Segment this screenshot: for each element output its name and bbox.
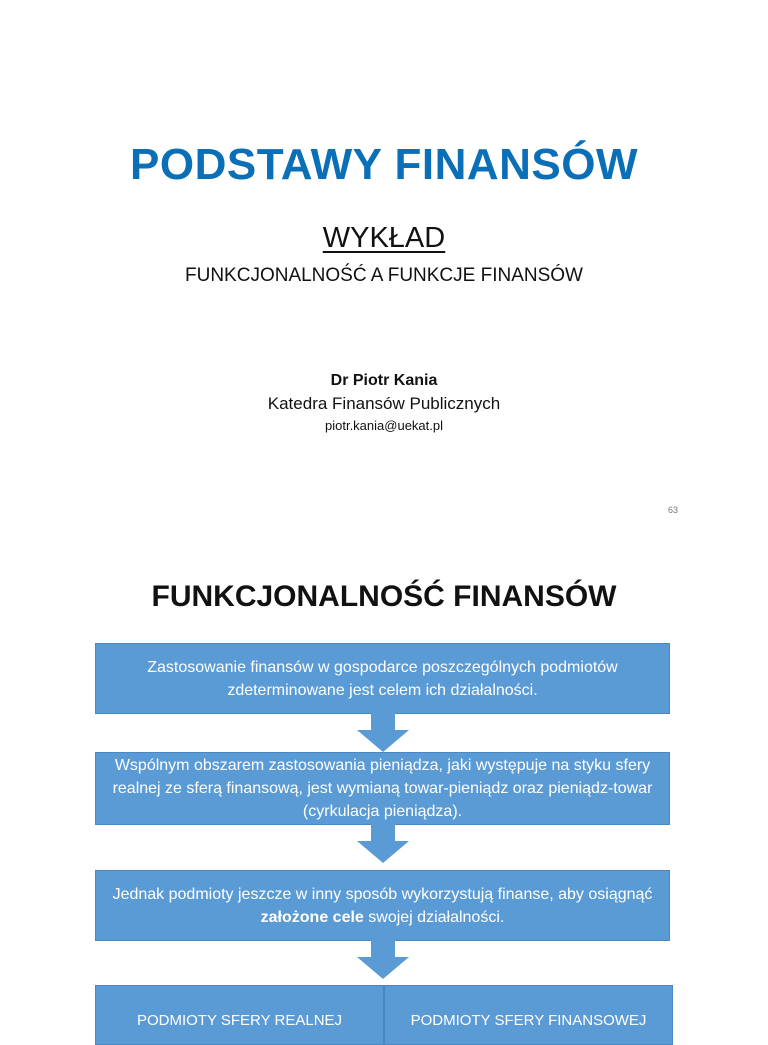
lecture-topic: FUNKCJONALNOŚĆ A FUNKCJE FINANSÓW [185, 265, 583, 286]
author-email: piotr.kania@uekat.pl [325, 418, 443, 433]
course-title: PODSTAWY FINANSÓW [130, 140, 638, 189]
financial-sphere-box: PODMIOTY SFERY FINANSOWEJ [384, 985, 673, 1045]
flow-box-3-text-end: swojej działalności. [363, 908, 505, 926]
lecture-label: WYKŁAD [322, 222, 446, 254]
down-arrow-icon [357, 939, 409, 979]
flow-box-2-text: Wspólnym obszarem zastosowania pieniądza, jaki występuje na styku sfery realnej ze sferą finansową, jest wymianą towar-pieniądz oraz pieniądz-towar (cyrkulacja pieniądza). [112, 757, 653, 820]
page-number: 63 [667, 505, 678, 515]
flow-box-1 [95, 643, 670, 714]
flow-box-1-text: Zastosowanie finansów w gospodarce poszczególnych podmiotów zdeterminowane jest celem ich działalności. [147, 658, 618, 699]
slide-title: FUNKCJONALNOŚĆ FINANSÓW [151, 580, 617, 613]
down-arrow-icon [357, 823, 409, 863]
flow-box-3-text-start: Jednak podmioty jeszcze w inny sposób wykorzystują finanse, aby osiągnąć [112, 885, 653, 903]
flow-box-3-text [106, 883, 659, 929]
flow-box-2 [95, 752, 670, 825]
real-sphere-box: PODMIOTY SFERY REALNEJ [95, 985, 384, 1045]
flow-box-3 [95, 870, 670, 941]
author-name: Dr Piotr Kania [330, 372, 438, 389]
flow-box-3-emphasis: założone cele [260, 908, 364, 926]
content-slide [0, 530, 768, 1029]
down-arrow-icon [357, 712, 409, 752]
department-name: Katedra Finansów Publicznych [267, 394, 501, 413]
